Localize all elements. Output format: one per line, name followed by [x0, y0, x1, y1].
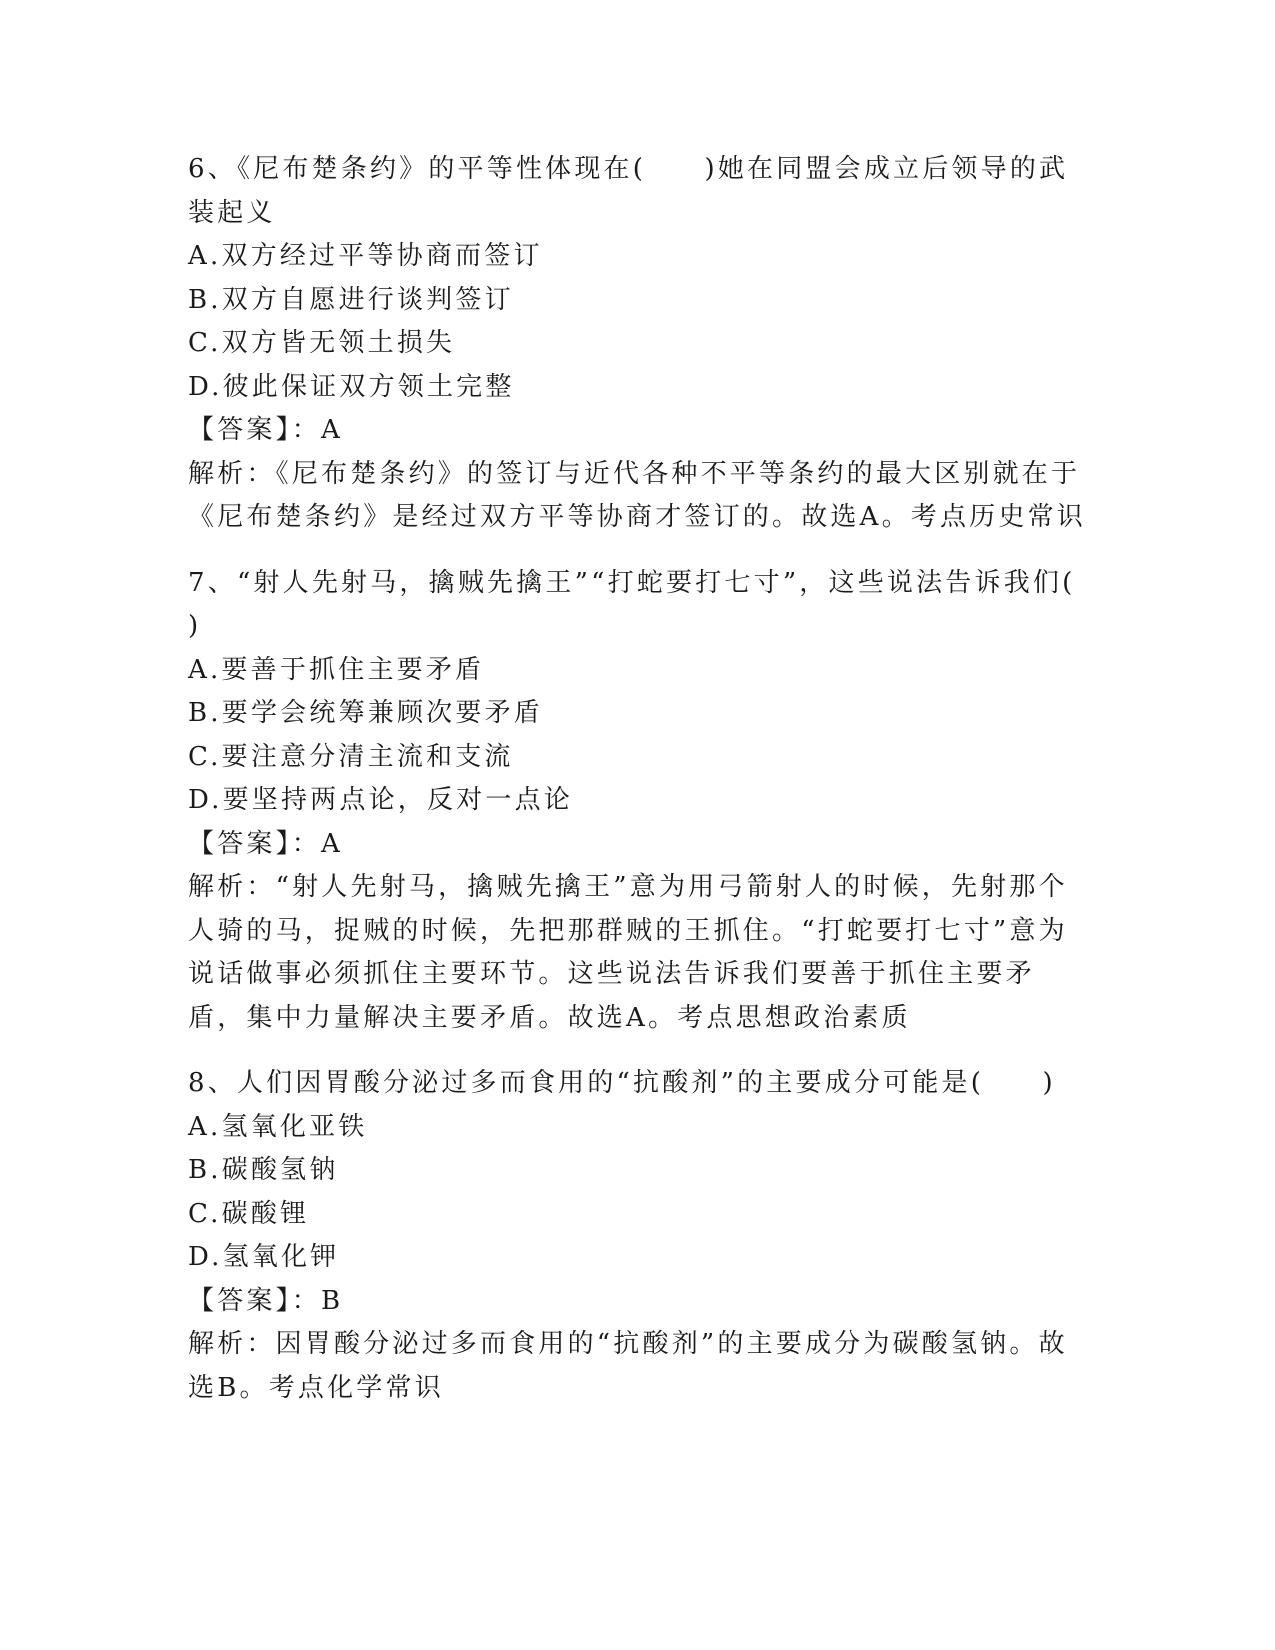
- option-c: C.要注意分清主流和支流: [188, 741, 514, 772]
- option-b: B.碳酸氢钠: [188, 1155, 339, 1185]
- question-stem: 7、“射人先射马，擒贼先擒王”“打蛇要打七寸”，这些说法告诉我们( ): [188, 567, 1134, 641]
- option-d: D.氢氧化钾: [188, 1242, 340, 1272]
- option-d: D.彼此保证双方领土完整: [188, 371, 515, 402]
- answer-label: 【答案】：B: [188, 1285, 344, 1316]
- document-page: [188, 148, 1134, 1432]
- analysis-text: 解析：《尼布楚条约》的签订与近代各种不平等条约的最大区别就在于《尼布楚条约》是经过双方平等协商才签订的。故选A。考点历史常识: [188, 458, 1086, 532]
- question-6: [188, 148, 1088, 540]
- option-a: A.氢氧化亚铁: [188, 1111, 368, 1142]
- question-8: [188, 1062, 1088, 1410]
- analysis-text: 解析：“射人先射马，擒贼先擒王”意为用弓箭射人的时候，先射那个人骑的马，捉贼的时候，先把那群贼的王抓住。“打蛇要打七寸”意为说话做事必须抓住主要环节。这些说法告诉我们要善于抓住主要矛盾，集中力量解决主要矛盾。故选A。考点思想政治素质: [188, 872, 1068, 1033]
- option-a: A.双方经过平等协商而签订: [188, 241, 543, 271]
- answer-label: 【答案】：A: [188, 828, 343, 859]
- option-b: B.双方自愿进行谈判签订: [188, 284, 514, 315]
- option-c: C.碳酸锂: [188, 1198, 310, 1229]
- answer-label: 【答案】：A: [188, 415, 343, 445]
- analysis-text: 解析：因胃酸分泌过多而食用的“抗酸剂”的主要成分为碳酸氢钠。故选B。考点化学常识: [188, 1329, 1068, 1403]
- question-stem: 8、人们因胃酸分泌过多而食用的“抗酸剂”的主要成分可能是( ): [188, 1068, 1056, 1098]
- question-7: [188, 562, 1134, 1041]
- option-b: B.要学会统筹兼顾次要矛盾: [188, 698, 543, 728]
- question-stem: 6、《尼布楚条约》的平等性体现在( )她在同盟会成立后领导的武装起义: [188, 154, 1069, 228]
- option-c: C.双方皆无领土损失: [188, 328, 456, 358]
- option-a: A.要善于抓住主要矛盾: [188, 654, 485, 685]
- option-d: D.要坚持两点论，反对一点论: [188, 785, 573, 815]
